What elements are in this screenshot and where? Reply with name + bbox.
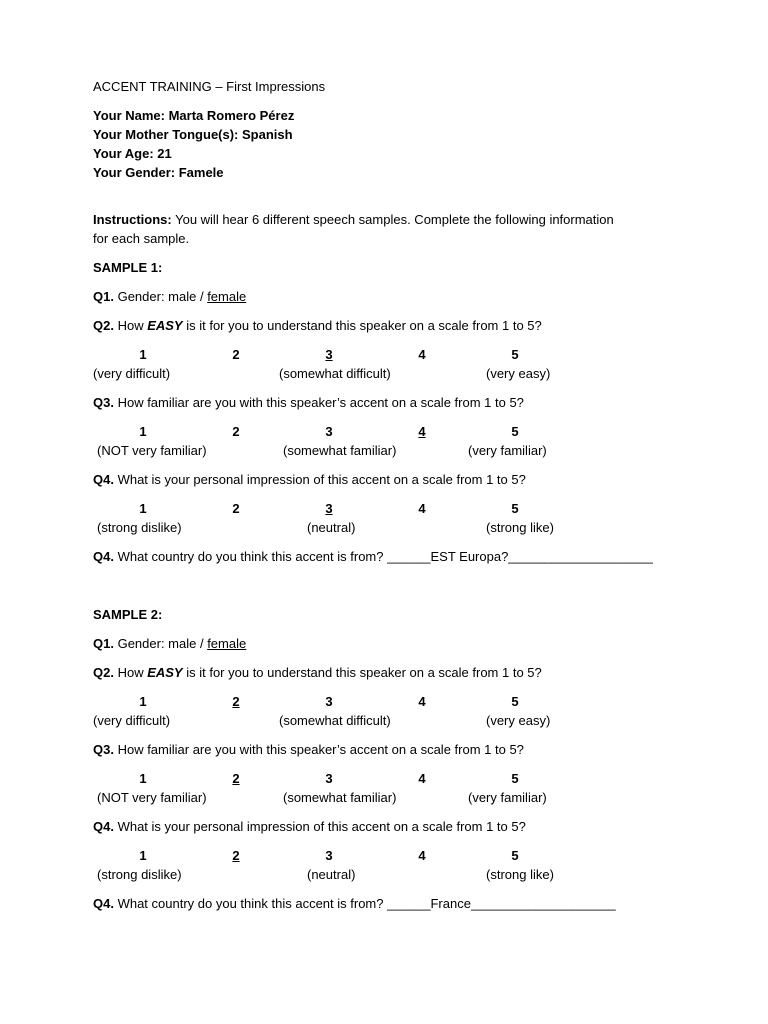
- scale-option-5: 5: [511, 771, 519, 786]
- country-blank-post: ____________________: [470, 896, 616, 911]
- scale-label-low: (NOT very familiar): [97, 790, 207, 805]
- scale-label-high: (very easy): [486, 366, 551, 381]
- q4-label: Q4.: [93, 472, 114, 487]
- q4-label: Q4.: [93, 819, 114, 834]
- scale-option-5: 5: [511, 694, 519, 709]
- scale-label-mid: (somewhat difficult): [279, 366, 391, 381]
- scale-label-mid: (somewhat familiar): [283, 443, 397, 458]
- q4-country: [93, 896, 616, 912]
- familiar-scale: [0, 771, 768, 787]
- scale-label-high: (strong like): [486, 520, 554, 535]
- scale-label-mid: (somewhat familiar): [283, 790, 397, 805]
- scale-option-3: 3: [325, 771, 333, 786]
- scale-option-2: 2: [232, 347, 240, 362]
- country-label: Q4.: [93, 896, 114, 911]
- impression-scale-labels: [0, 867, 768, 883]
- q1-gender: [93, 636, 246, 652]
- q2-label: Q2.: [93, 318, 114, 333]
- sample-title: SAMPLE 1:: [93, 260, 163, 275]
- country-blank-pre: ______: [387, 896, 431, 911]
- country-question-text: What country do you think this accent is from?: [113, 896, 388, 911]
- scale-option-1: 1: [139, 848, 147, 863]
- q2-emphasis: EASY: [147, 318, 183, 333]
- scale-label-low: (very difficult): [93, 713, 171, 728]
- q2-text-pre: How: [113, 665, 148, 680]
- q1-gender: [93, 289, 246, 305]
- q4-text: What is your personal impression of this accent on a scale from 1 to 5?: [113, 472, 526, 487]
- impression-scale: [0, 848, 768, 864]
- q2-text-pre: How: [113, 318, 148, 333]
- scale-label-high: (very familiar): [468, 443, 547, 458]
- country-blank-post: ____________________: [508, 549, 653, 564]
- q2-easy: [93, 665, 542, 681]
- q1-label: Q1.: [93, 636, 114, 651]
- q3-text: How familiar are you with this speaker’s accent on a scale from 1 to 5?: [113, 742, 524, 757]
- familiar-scale-labels: [0, 443, 768, 459]
- scale-option-3: 3: [325, 424, 333, 439]
- instructions-line-2: for each sample.: [93, 231, 190, 246]
- q4-impression: [93, 472, 526, 488]
- q4-impression: [93, 819, 526, 835]
- scale-option-4: 4: [418, 771, 426, 786]
- scale-option-2-selected: 2: [232, 771, 240, 786]
- familiar-scale-labels: [0, 790, 768, 806]
- sample-title: SAMPLE 2:: [93, 607, 163, 622]
- gender-answer: female: [207, 289, 247, 304]
- scale-label-mid: (neutral): [307, 520, 356, 535]
- easy-scale-labels: [0, 366, 768, 382]
- scale-option-1: 1: [139, 347, 147, 362]
- scale-option-4-selected: 4: [418, 424, 426, 439]
- scale-option-2-selected: 2: [232, 694, 240, 709]
- mother-tongue-line: Your Mother Tongue(s): Spanish: [93, 127, 293, 142]
- scale-option-4: 4: [418, 347, 426, 362]
- scale-option-4: 4: [418, 694, 426, 709]
- scale-option-2: 2: [232, 501, 240, 516]
- q3-familiar: [93, 742, 524, 758]
- easy-scale-labels: [0, 713, 768, 729]
- scale-label-low: (very difficult): [93, 366, 171, 381]
- scale-option-2: 2: [232, 424, 240, 439]
- easy-scale: [0, 347, 768, 363]
- q4-text: What is your personal impression of this accent on a scale from 1 to 5?: [113, 819, 526, 834]
- q1-text: Gender: male /: [113, 636, 208, 651]
- scale-option-1: 1: [139, 694, 147, 709]
- scale-label-high: (very familiar): [468, 790, 547, 805]
- scale-label-mid: (somewhat difficult): [279, 713, 391, 728]
- q1-text: Gender: male /: [113, 289, 208, 304]
- scale-option-5: 5: [511, 848, 519, 863]
- gender-line: Your Gender: Famele: [93, 165, 224, 180]
- scale-option-1: 1: [139, 771, 147, 786]
- q4-country: [93, 549, 653, 565]
- scale-option-5: 5: [511, 347, 519, 362]
- scale-option-3-selected: 3: [325, 501, 333, 516]
- scale-option-1: 1: [139, 501, 147, 516]
- scale-label-mid: (neutral): [307, 867, 356, 882]
- instructions-text-1: You will hear 6 different speech samples. Complete the following information: [171, 212, 614, 227]
- easy-scale: [0, 694, 768, 710]
- country-answer: EST Europa?: [430, 549, 509, 564]
- scale-label-high: (very easy): [486, 713, 551, 728]
- name-line: Your Name: Marta Romero Pérez: [93, 108, 295, 123]
- country-blank-pre: ______: [387, 549, 431, 564]
- impression-scale: [0, 501, 768, 517]
- country-answer: France: [430, 896, 471, 911]
- q2-emphasis: EASY: [147, 665, 183, 680]
- q2-text-post: is it for you to understand this speaker on a scale from 1 to 5?: [182, 318, 542, 333]
- instructions-label: Instructions:: [93, 212, 172, 227]
- doc-title: ACCENT TRAINING – First Impressions: [93, 79, 326, 94]
- instructions-line-1: [93, 212, 614, 228]
- q3-label: Q3.: [93, 395, 114, 410]
- country-label: Q4.: [93, 549, 114, 564]
- q2-text-post: is it for you to understand this speaker on a scale from 1 to 5?: [182, 665, 542, 680]
- scale-option-3-selected: 3: [325, 347, 333, 362]
- scale-option-5: 5: [511, 501, 519, 516]
- scale-label-high: (strong like): [486, 867, 554, 882]
- q3-text: How familiar are you with this speaker’s accent on a scale from 1 to 5?: [113, 395, 524, 410]
- q3-label: Q3.: [93, 742, 114, 757]
- scale-label-low: (strong dislike): [97, 867, 182, 882]
- scale-option-2-selected: 2: [232, 848, 240, 863]
- scale-option-4: 4: [418, 848, 426, 863]
- q3-familiar: [93, 395, 524, 411]
- q2-easy: [93, 318, 542, 334]
- scale-option-3: 3: [325, 694, 333, 709]
- gender-answer: female: [207, 636, 247, 651]
- familiar-scale: [0, 424, 768, 440]
- country-question-text: What country do you think this accent is from?: [113, 549, 388, 564]
- q1-label: Q1.: [93, 289, 114, 304]
- scale-label-low: (strong dislike): [97, 520, 182, 535]
- scale-label-low: (NOT very familiar): [97, 443, 207, 458]
- scale-option-4: 4: [418, 501, 426, 516]
- q2-label: Q2.: [93, 665, 114, 680]
- age-line: Your Age: 21: [93, 146, 172, 161]
- scale-option-5: 5: [511, 424, 519, 439]
- impression-scale-labels: [0, 520, 768, 536]
- scale-option-3: 3: [325, 848, 333, 863]
- scale-option-1: 1: [139, 424, 147, 439]
